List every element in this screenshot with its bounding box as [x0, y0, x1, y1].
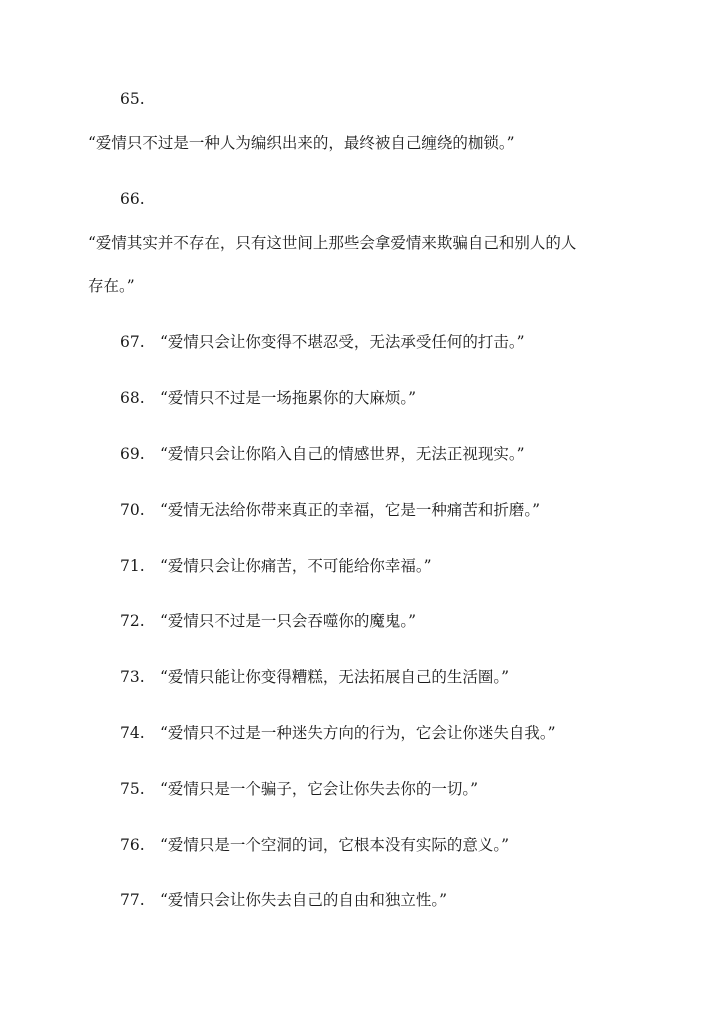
- entry-text: “爱情只会让你陷入自己的情感世界，无法正视现实。”: [160, 445, 525, 463]
- entry-number: 75.: [120, 780, 145, 798]
- entry-number: 66.: [120, 190, 145, 208]
- list-item: [120, 388, 416, 408]
- entry-text: “爱情只会让你痛苦，不可能给你幸福。”: [160, 557, 432, 575]
- entry-text: “爱情无法给你带来真正的幸福，它是一种痛苦和折磨。”: [160, 501, 541, 519]
- list-item: [120, 667, 509, 687]
- entry-text: “爱情其实并不存在，只有这世间上那些会拿爱情来欺骗自己和别人的人: [88, 234, 577, 252]
- entry-number: 65.: [120, 90, 145, 108]
- list-item: [120, 723, 556, 743]
- entry-text: “爱情只会让你失去自己的自由和独立性。”: [160, 891, 448, 909]
- entry-number: 74.: [120, 724, 145, 742]
- entry-number: 73.: [120, 668, 145, 686]
- entry-text: “爱情只不过是一种迷失方向的行为，它会让你迷失自我。”: [160, 724, 556, 742]
- entry-number: 69.: [120, 445, 145, 463]
- list-item: [120, 500, 540, 520]
- entry-text: “爱情只不过是一只会吞噬你的魔鬼。”: [160, 612, 417, 630]
- entry-number: 67.: [120, 333, 145, 351]
- entry-text-continued: 存在。”: [88, 277, 135, 295]
- list-item: [120, 556, 432, 576]
- entry-number: 71.: [120, 557, 145, 575]
- entry-number: 76.: [120, 836, 145, 854]
- entry-number: 77.: [120, 891, 145, 909]
- entry-text: “爱情只不过是一场拖累你的大麻烦。”: [160, 389, 417, 407]
- entry-text: “爱情只能让你变得糟糕，无法拓展自己的生活圈。”: [160, 668, 510, 686]
- list-item: [120, 332, 525, 352]
- list-item: [120, 835, 509, 855]
- entry-number: 70.: [120, 501, 145, 519]
- entry-text: “爱情只是一个空洞的词，它根本没有实际的意义。”: [160, 836, 510, 854]
- entry-text: “爱情只会让你变得不堪忍受，无法承受任何的打击。”: [160, 333, 525, 351]
- list-item: [120, 890, 447, 910]
- list-item: [120, 444, 525, 464]
- list-item: [120, 611, 416, 631]
- entry-text: “爱情只是一个骗子，它会让你失去你的一切。”: [160, 780, 479, 798]
- entry-number: 68.: [120, 389, 145, 407]
- entry-number: 72.: [120, 612, 145, 630]
- list-item: [120, 779, 478, 799]
- entry-text: “爱情只不过是一种人为编织出来的，最终被自己缠绕的枷锁。”: [88, 134, 515, 152]
